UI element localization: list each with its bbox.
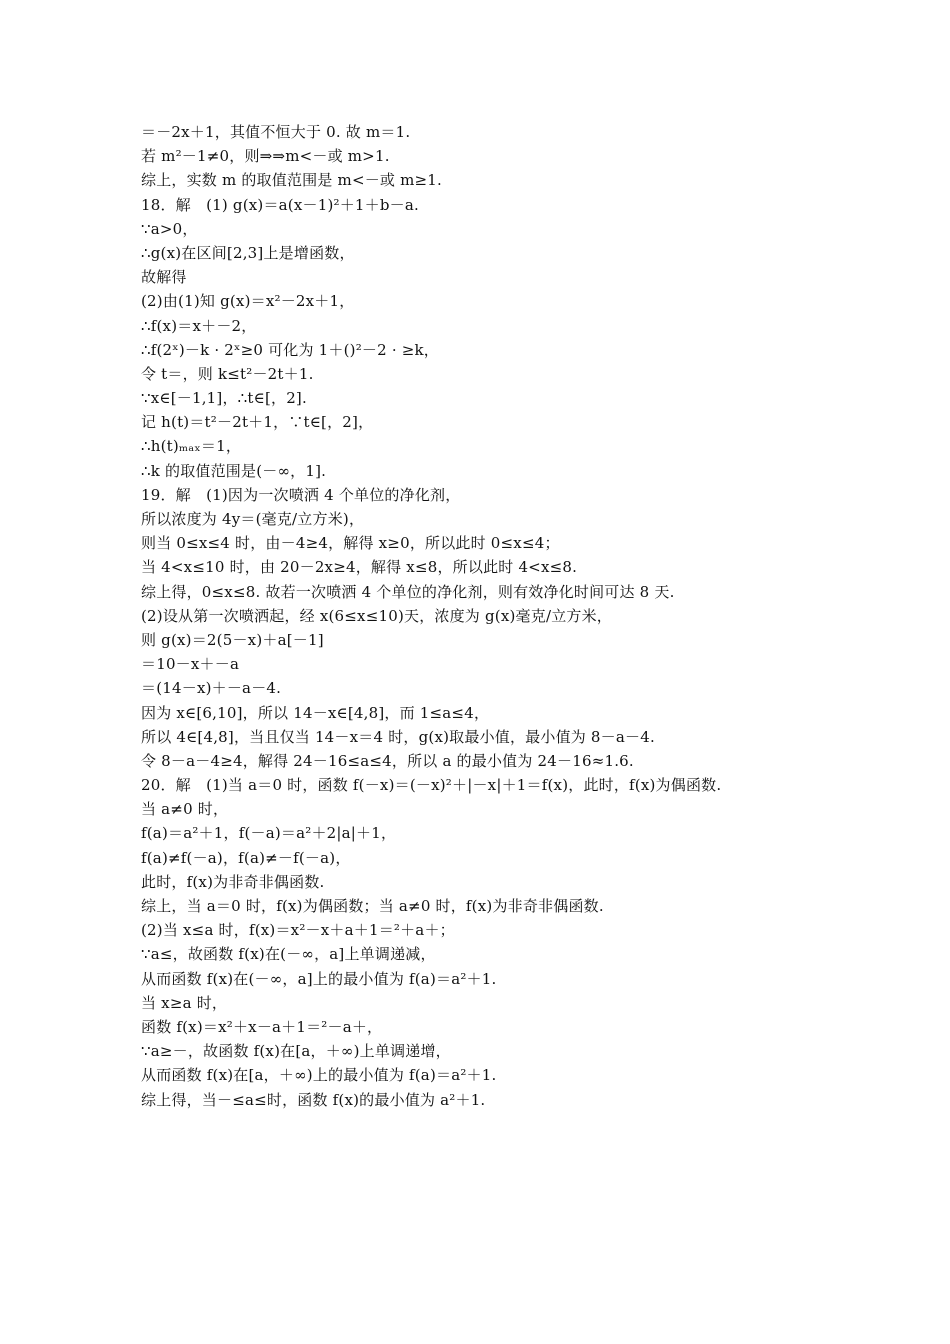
text-line: ∴f(x)＝x＋－2， bbox=[141, 316, 257, 335]
text-line: ∵a>0， bbox=[141, 219, 198, 238]
text-line: ∴k 的取值范围是(－∞，1]. bbox=[141, 461, 327, 480]
text-line: 此时，f(x)为非奇非偶函数. bbox=[141, 872, 325, 891]
text-line: ＝(14－x)＋－a－4. bbox=[141, 679, 282, 698]
text-line: (2)当 x≤a 时，f(x)＝x²－x＋a＋1＝²＋a＋； bbox=[141, 921, 455, 940]
solution-text bbox=[141, 120, 821, 1112]
text-line: 综上得，0≤x≤8. 故若一次喷洒 4 个单位的净化剂，则有效净化时间可达 8 天. bbox=[141, 582, 675, 601]
text-line: 当 a≠0 时， bbox=[141, 800, 229, 819]
text-line: 综上，当 a＝0 时，f(x)为偶函数；当 a≠0 时，f(x)为非奇非偶函数. bbox=[141, 897, 604, 915]
text-line: 当 x≥a 时， bbox=[141, 993, 228, 1012]
text-line: 令 8－a－4≥4，解得 24－16≤a≤4，所以 a 的最小值为 24－16≈1.6. bbox=[141, 751, 634, 770]
text-line: f(a)＝a²＋1，f(－a)＝a²＋2|a|＋1， bbox=[141, 824, 397, 843]
text-line: ∴h(t)ₘₐₓ＝1， bbox=[141, 437, 242, 456]
text-line: ＝－2x＋1，其值不恒大于 0. 故 m＝1. bbox=[141, 123, 411, 141]
text-line: 综上，实数 m 的取值范围是 m<－或 m≥1. bbox=[141, 171, 442, 190]
text-line: f(a)≠f(－a)，f(a)≠－f(－a)， bbox=[141, 848, 351, 867]
text-line: ∵a≥－，故函数 f(x)在[a，＋∞)上单调递增， bbox=[141, 1042, 451, 1061]
text-line: 函数 f(x)＝x²＋x－a＋1＝²－a＋， bbox=[141, 1017, 383, 1036]
text-line: 因为 x∈[6,10]，所以 14－x∈[4,8]，而 1≤a≤4， bbox=[141, 703, 490, 722]
problem-20-heading: 20．解 (1)当 a＝0 时，函数 f(－x)＝(－x)²＋|－x|＋1＝f(x)，此时，f(x)为偶函数. bbox=[141, 776, 722, 795]
text-line: 从而函数 f(x)在(－∞，a]上的最小值为 f(a)＝a²＋1. bbox=[141, 969, 497, 988]
text-line: (2)由(1)知 g(x)＝x²－2x＋1， bbox=[141, 292, 355, 311]
text-line: (2)设从第一次喷洒起，经 x(6≤x≤10)天，浓度为 g(x)毫克/立方米， bbox=[141, 606, 612, 625]
text-line: ∴g(x)在区间[2,3]上是增函数， bbox=[141, 243, 355, 262]
text-line: 则 g(x)＝2(5－x)＋a[－1] bbox=[141, 630, 324, 649]
text-line: 所以 4∈[4,8]，当且仅当 14－x＝4 时，g(x)取最小值，最小值为 8－a－4. bbox=[141, 727, 655, 746]
text-line: 则当 0≤x≤4 时，由－4≥4，解得 x≥0，所以此时 0≤x≤4； bbox=[141, 534, 560, 553]
text-line: 当 4<x≤10 时，由 20－2x≥4，解得 x≤8，所以此时 4<x≤8. bbox=[141, 558, 578, 577]
text-line: 从而函数 f(x)在[a，＋∞)上的最小值为 f(a)＝a²＋1. bbox=[141, 1066, 497, 1085]
text-line: ＝10－x＋－a bbox=[141, 655, 240, 674]
text-line: 记 h(t)＝t²－2t＋1，∵t∈[，2]， bbox=[141, 413, 374, 432]
text-line: 综上得，当－≤a≤时，函数 f(x)的最小值为 a²＋1. bbox=[141, 1090, 486, 1109]
text-line: 令 t＝，则 k≤t²－2t＋1. bbox=[141, 364, 314, 383]
problem-18-heading: 18．解 (1) g(x)＝a(x－1)²＋1＋b－a. bbox=[141, 195, 419, 214]
text-line: 所以浓度为 4y＝(毫克/立方米)， bbox=[141, 510, 365, 528]
text-line: 若 m²－1≠0，则⇒⇒m<－或 m>1. bbox=[141, 147, 390, 166]
text-line: ∴f(2ˣ)－k · 2ˣ≥0 可化为 1＋()²－2 · ≥k， bbox=[141, 340, 440, 359]
text-line: ∵x∈[－1,1]，∴t∈[，2]. bbox=[141, 389, 307, 408]
problem-19-heading: 19．解 (1)因为一次喷洒 4 个单位的净化剂， bbox=[141, 485, 461, 504]
text-line: ∵a≤，故函数 f(x)在(－∞，a]上单调递减， bbox=[141, 945, 436, 964]
text-line: 故解得 bbox=[141, 268, 187, 287]
